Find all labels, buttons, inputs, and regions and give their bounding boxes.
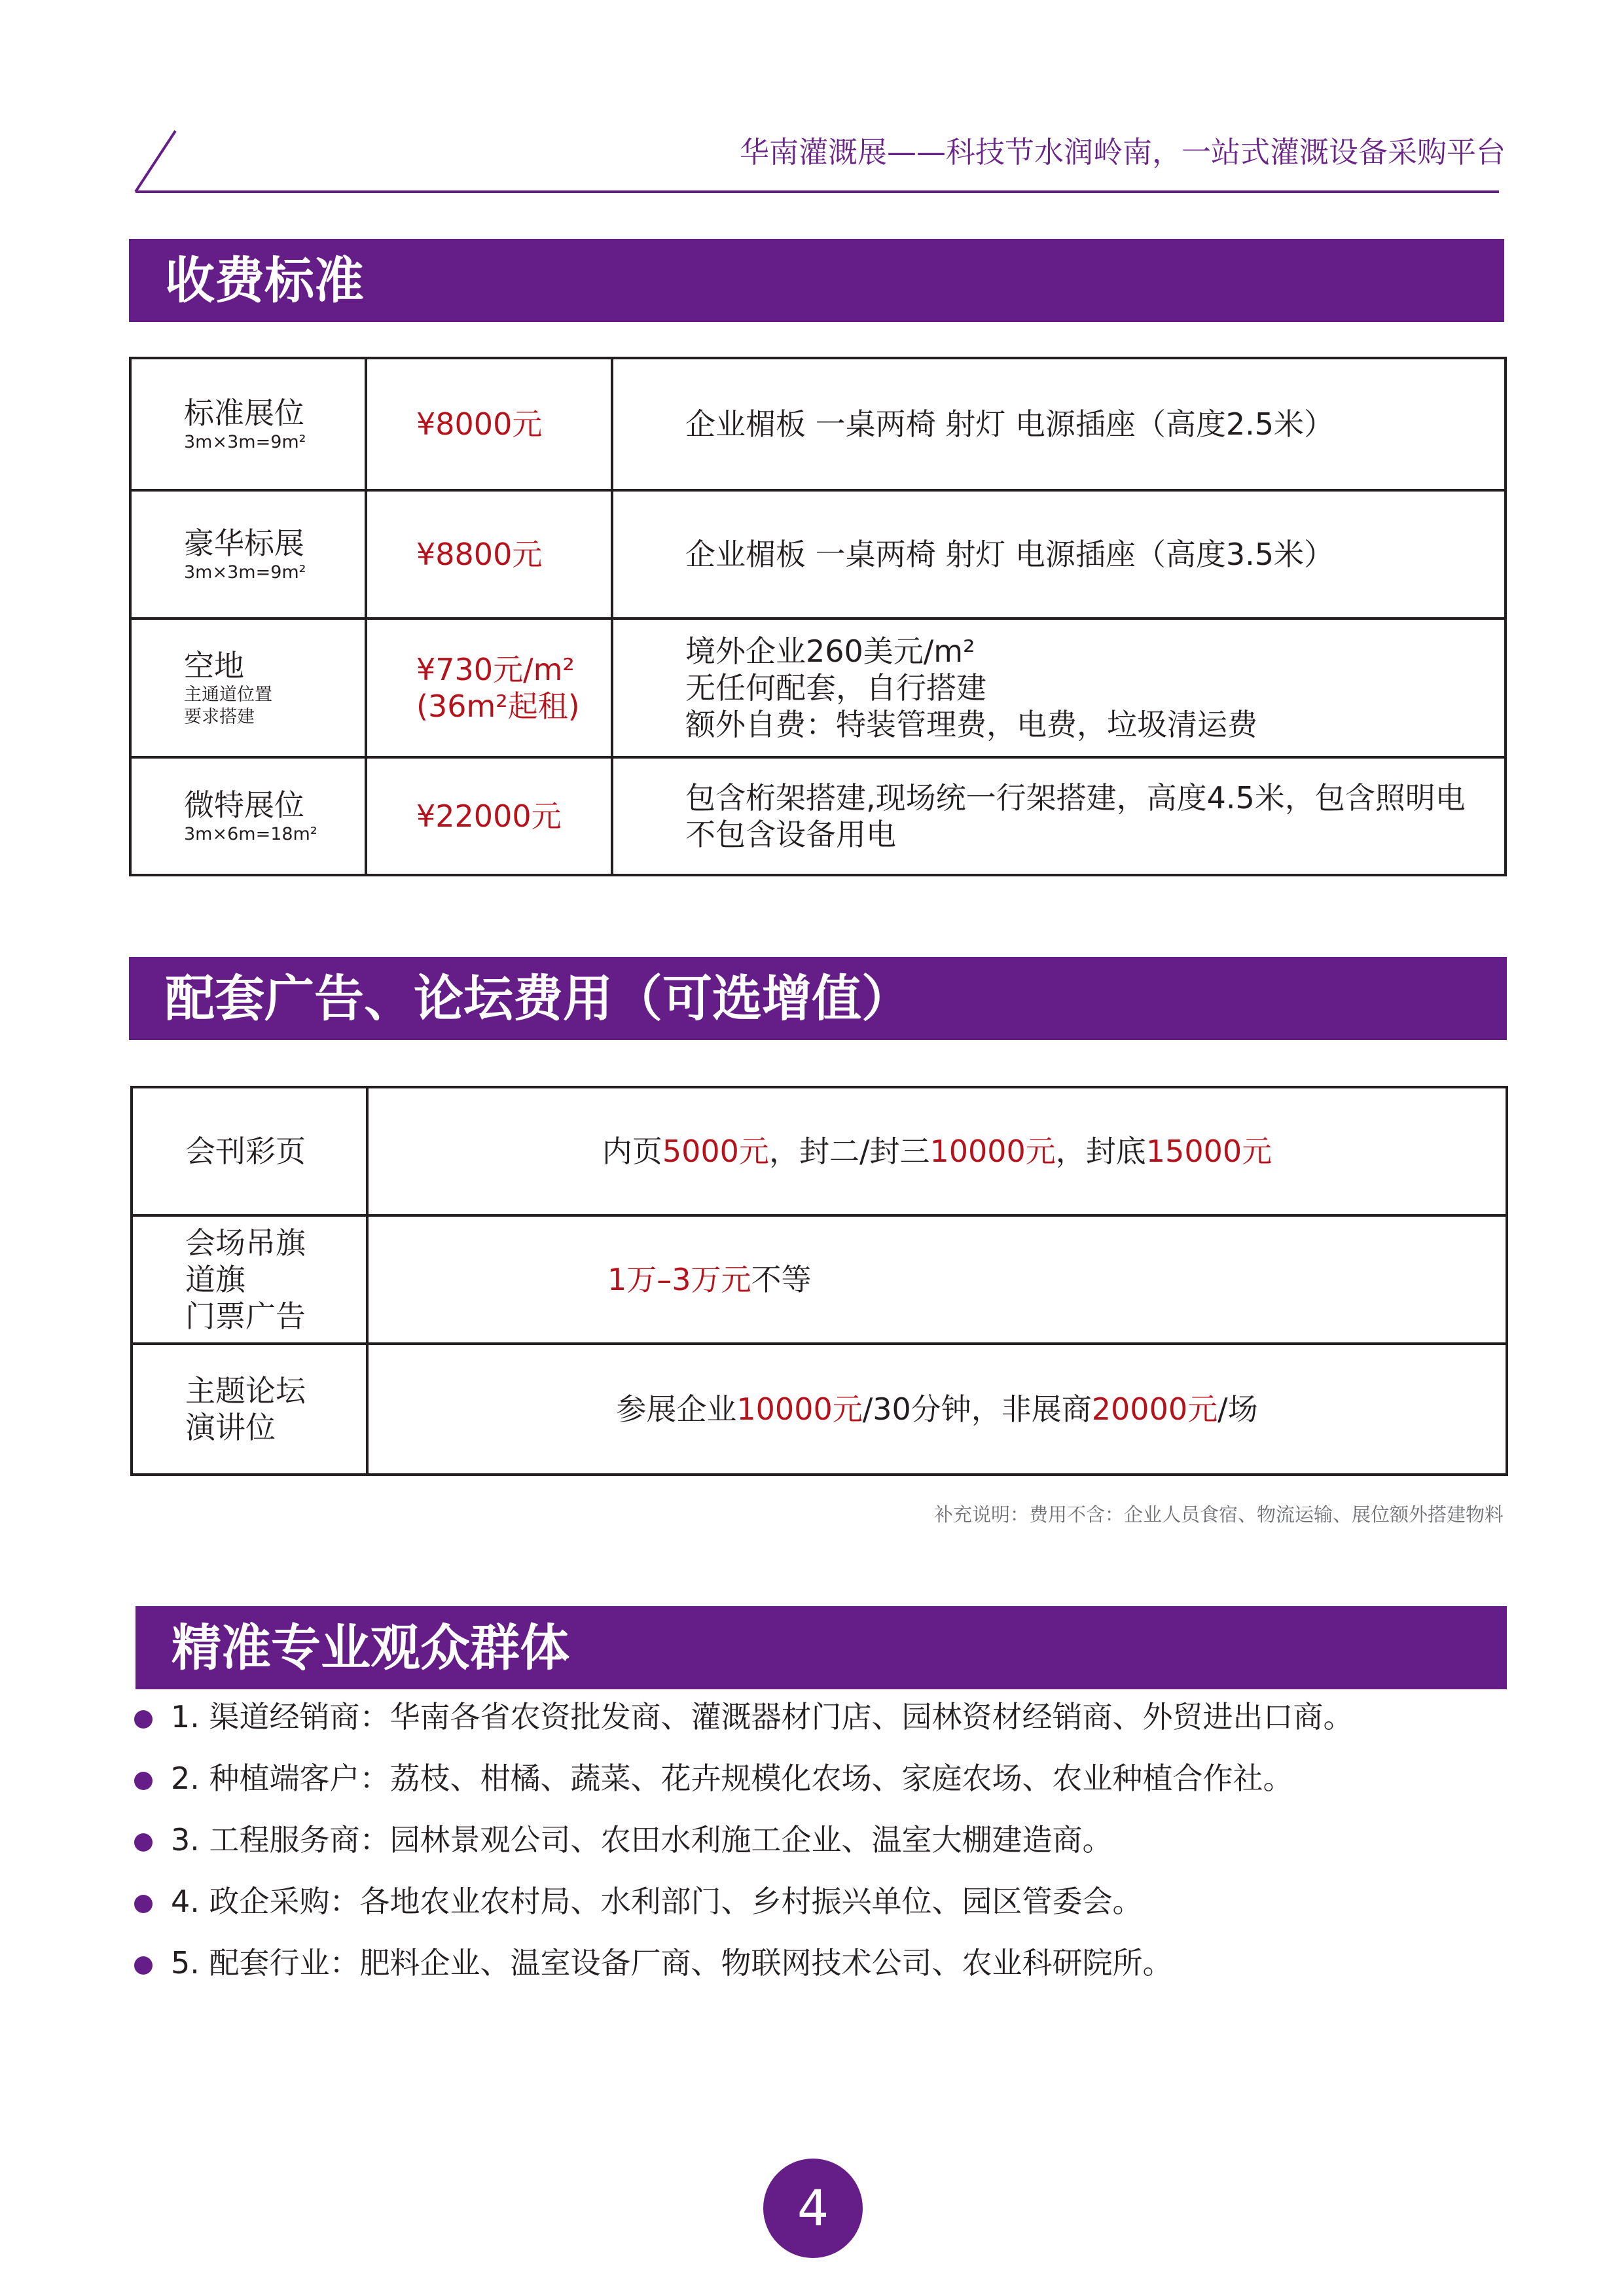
list-item-text: 4. 政企采购：各地农业农村局、水利部门、乡村振兴单位、园区管委会。 xyxy=(171,1884,1143,1919)
list-item xyxy=(134,1698,1354,1760)
booth-spec: 3m×3m=9m² xyxy=(184,562,306,583)
section-title-ads xyxy=(129,957,1507,1040)
price-text: /场 xyxy=(1218,1391,1258,1427)
ad-price xyxy=(367,1087,1507,1215)
audience-list xyxy=(134,1698,1354,2006)
price-amount: 10000元 xyxy=(736,1391,863,1427)
bullet-dot xyxy=(134,1895,153,1913)
booth-desc-line: 包含桁架搭建,现场统一行架搭建，高度4.5米，包含照明电 xyxy=(685,780,1466,816)
bullet-dot xyxy=(134,1772,153,1790)
ad-name: 主题论坛 xyxy=(185,1373,306,1408)
table-row xyxy=(130,358,1506,490)
section-title-audience xyxy=(135,1606,1507,1689)
ad-name: 演讲位 xyxy=(185,1410,276,1445)
booth-spec: 3m×3m=9m² xyxy=(184,432,306,452)
list-item-text: 1. 渠道经销商：华南各省农资批发商、灌溉器材门店、园林资材经销商、外贸进出口商。 xyxy=(171,1699,1354,1734)
price-text: 参展企业 xyxy=(616,1391,737,1427)
ad-name-cell xyxy=(132,1215,367,1344)
booth-name-cell xyxy=(130,490,366,619)
price-amount: 1万–3万元 xyxy=(607,1262,751,1297)
fee-note: 补充说明：费用不含：企业人员食宿、物流运输、展位额外搭建物料 xyxy=(933,1503,1504,1526)
booth-name: 标准展位 xyxy=(184,395,304,431)
section-title-fees xyxy=(129,239,1504,322)
booth-price: ¥22000元 xyxy=(366,757,612,875)
booth-price-cell xyxy=(366,619,612,757)
section-title-audience-text: 精准专业观众群体 xyxy=(171,1619,569,1677)
table-row xyxy=(132,1215,1507,1344)
price-text: /30分钟，非展商 xyxy=(862,1391,1092,1427)
table-row xyxy=(130,757,1506,875)
booth-desc-cell xyxy=(612,757,1506,875)
booth-desc: 企业楣板 一桌两椅 射灯 电源插座（高度3.5米） xyxy=(612,490,1506,619)
booth-desc-line: 无任何配套，自行搭建 xyxy=(685,670,986,706)
price-amount: 5000元 xyxy=(662,1134,769,1169)
ad-name: 会刊彩页 xyxy=(185,1134,306,1169)
bullet-dot xyxy=(134,1833,153,1852)
booth-spec: 主通道位置 xyxy=(184,685,272,705)
list-item xyxy=(134,1883,1354,1945)
booth-price: ¥730元/m² xyxy=(416,652,575,687)
list-item xyxy=(134,1945,1354,2006)
booth-price: ¥8800元 xyxy=(366,490,612,619)
ad-name: 门票广告 xyxy=(185,1299,306,1334)
page-number: 4 xyxy=(763,2159,863,2258)
list-item xyxy=(134,1821,1354,1883)
booth-price-note: (36m²起租) xyxy=(416,689,580,724)
section-title-ads-text: 配套广告、论坛费用（可选增值） xyxy=(165,969,911,1028)
ad-name-cell xyxy=(132,1344,367,1475)
booth-name-cell xyxy=(130,358,366,490)
ad-name: 会场吊旗 xyxy=(185,1225,306,1261)
header-tagline: 华南灌溉展——科技节水润岭南，一站式灌溉设备采购平台 xyxy=(739,135,1506,170)
booth-name: 微特展位 xyxy=(184,787,304,823)
table-row xyxy=(130,619,1506,757)
booth-price: ¥8000元 xyxy=(366,358,612,490)
list-item-text: 2. 种植端客户：荔枝、柑橘、蔬菜、花卉规模化农场、家庭农场、农业种植合作社。 xyxy=(171,1761,1293,1796)
booth-spec-2: 要求搭建 xyxy=(184,707,255,727)
ad-price xyxy=(367,1215,1507,1344)
booth-spec: 3m×6m=18m² xyxy=(184,824,317,844)
booth-desc: 企业楣板 一桌两椅 射灯 电源插座（高度2.5米） xyxy=(612,358,1506,490)
booth-name-cell xyxy=(130,619,366,757)
ads-table xyxy=(130,1086,1508,1476)
table-row xyxy=(132,1344,1507,1475)
booth-desc-line: 额外自费：特装管理费，电费，垃圾清运费 xyxy=(685,707,1257,742)
list-item-text: 3. 工程服务商：园林景观公司、农田水利施工企业、温室大棚建造商。 xyxy=(171,1822,1113,1857)
list-item-text: 5. 配套行业：肥料企业、温室设备厂商、物联网技术公司、农业科研院所。 xyxy=(171,1945,1173,1981)
table-row xyxy=(132,1087,1507,1215)
list-item xyxy=(134,1760,1354,1821)
ad-price xyxy=(367,1344,1507,1475)
price-text: 内页 xyxy=(602,1134,662,1169)
table-row xyxy=(130,490,1506,619)
ad-name: 道旗 xyxy=(185,1262,245,1297)
bullet-dot xyxy=(134,1710,153,1729)
price-text: 不等 xyxy=(751,1262,812,1297)
booth-name: 空地 xyxy=(184,648,244,683)
price-text: ，封二/封三 xyxy=(768,1134,930,1169)
section-title-fees-text: 收费标准 xyxy=(165,251,364,310)
price-amount: 10000元 xyxy=(929,1134,1056,1169)
ad-name-cell xyxy=(132,1087,367,1215)
booth-desc-cell xyxy=(612,619,1506,757)
fees-table xyxy=(129,357,1507,876)
booth-name: 豪华标展 xyxy=(184,526,304,561)
price-amount: 20000元 xyxy=(1091,1391,1218,1427)
price-amount: 15000元 xyxy=(1146,1134,1272,1169)
booth-desc-line: 不包含设备用电 xyxy=(685,817,896,852)
bullet-dot xyxy=(134,1956,153,1975)
price-text: ，封底 xyxy=(1055,1134,1146,1169)
booth-name-cell xyxy=(130,757,366,875)
booth-desc-line: 境外企业260美元/m² xyxy=(685,634,975,669)
